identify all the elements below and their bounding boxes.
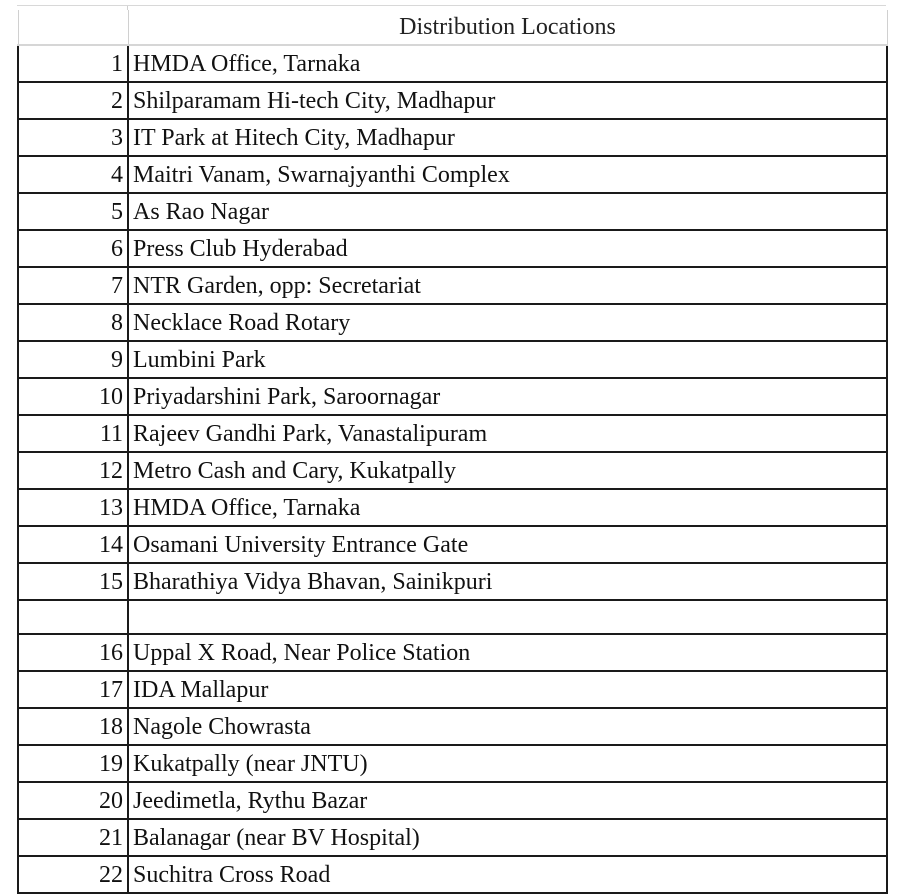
location-cell[interactable]: Balanagar (near BV Hospital) [128,819,887,856]
distribution-locations-table [17,10,888,894]
location-cell[interactable]: Lumbini Park [128,341,887,378]
location-cell[interactable]: HMDA Office, Tarnaka [128,45,887,82]
row-number-cell[interactable]: 20 [18,782,128,819]
location-cell[interactable]: HMDA Office, Tarnaka [128,489,887,526]
empty-cell[interactable] [128,600,887,634]
table-row [18,563,887,600]
row-number-cell[interactable]: 1 [18,45,128,82]
location-cell[interactable]: Shilparamam Hi-tech City, Madhapur [128,82,887,119]
row-number-cell[interactable]: 3 [18,119,128,156]
row-number-cell[interactable]: 14 [18,526,128,563]
location-cell[interactable]: Priyadarshini Park, Saroornagar [128,378,887,415]
table-row [18,856,887,893]
table-row [18,378,887,415]
location-cell[interactable]: As Rao Nagar [128,193,887,230]
table-row [18,341,887,378]
table-row [18,119,887,156]
table-row [18,156,887,193]
location-cell[interactable]: Kukatpally (near JNTU) [128,745,887,782]
table-row [18,708,887,745]
table-row [18,671,887,708]
column-header-distribution-locations[interactable]: Distribution Locations [128,10,887,45]
row-number-cell[interactable]: 6 [18,230,128,267]
table-row [18,452,887,489]
row-number-cell[interactable]: 17 [18,671,128,708]
location-cell[interactable]: Press Club Hyderabad [128,230,887,267]
table-body [18,10,887,893]
row-number-cell[interactable]: 8 [18,304,128,341]
row-number-cell[interactable]: 12 [18,452,128,489]
row-number-cell[interactable]: 4 [18,156,128,193]
row-number-cell[interactable]: 21 [18,819,128,856]
location-cell[interactable]: Rajeev Gandhi Park, Vanastalipuram [128,415,887,452]
row-number-cell[interactable]: 15 [18,563,128,600]
location-cell[interactable]: NTR Garden, opp: Secretariat [128,267,887,304]
row-number-cell[interactable]: 18 [18,708,128,745]
empty-row [18,600,887,634]
row-number-cell[interactable]: 5 [18,193,128,230]
location-cell[interactable]: Jeedimetla, Rythu Bazar [128,782,887,819]
table-row [18,819,887,856]
location-cell[interactable]: Suchitra Cross Road [128,856,887,893]
table-row [18,745,887,782]
location-cell[interactable]: IDA Mallapur [128,671,887,708]
location-cell[interactable]: Maitri Vanam, Swarnajyanthi Complex [128,156,887,193]
table-row [18,415,887,452]
table-row [18,82,887,119]
location-cell[interactable]: Nagole Chowrasta [128,708,887,745]
location-cell[interactable]: Osamani University Entrance Gate [128,526,887,563]
row-number-cell[interactable]: 2 [18,82,128,119]
empty-cell[interactable] [18,600,128,634]
table-row [18,634,887,671]
row-number-cell[interactable]: 9 [18,341,128,378]
row-number-cell[interactable]: 19 [18,745,128,782]
location-cell[interactable]: Uppal X Road, Near Police Station [128,634,887,671]
row-number-cell[interactable]: 11 [18,415,128,452]
row-number-cell[interactable]: 22 [18,856,128,893]
spreadsheet [17,5,886,894]
header-num-cell[interactable] [18,10,128,45]
table-row [18,193,887,230]
table-row [18,304,887,341]
row-number-cell[interactable]: 7 [18,267,128,304]
header-row [18,10,887,45]
row-number-cell[interactable]: 13 [18,489,128,526]
grid-top-cell [17,6,128,10]
location-cell[interactable]: Bharathiya Vidya Bhavan, Sainikpuri [128,563,887,600]
location-cell[interactable]: Metro Cash and Cary, Kukatpally [128,452,887,489]
row-number-cell[interactable]: 16 [18,634,128,671]
table-row [18,230,887,267]
table-row [18,267,887,304]
table-row [18,782,887,819]
location-cell[interactable]: Necklace Road Rotary [128,304,887,341]
table-row [18,45,887,82]
table-row [18,526,887,563]
location-cell[interactable]: IT Park at Hitech City, Madhapur [128,119,887,156]
row-number-cell[interactable]: 10 [18,378,128,415]
table-row [18,489,887,526]
